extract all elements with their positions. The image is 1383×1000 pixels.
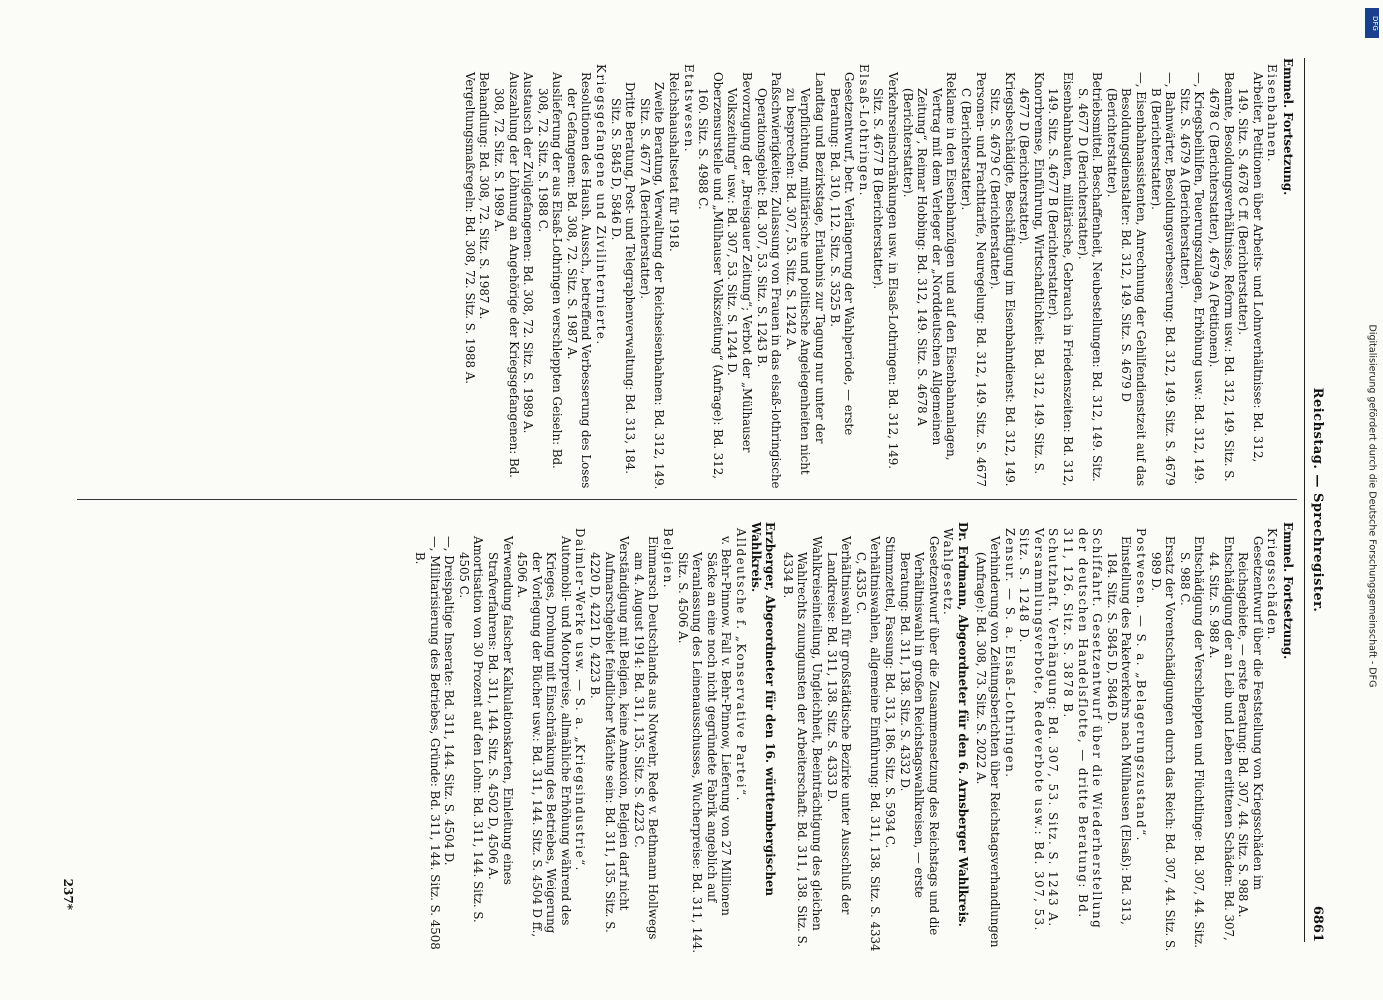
index-entry: Landtag und Bezirkstage, Erlaubnis zur Tagung nur unter der Verpflichtung, militärische und politische Angelegenheiten nicht zu besprechen: Bd. 307, 53. Sitz. S. 1242 A. xyxy=(783,72,827,475)
index-entry: Behandlung: Bd. 308, 72. Sitz. S. 1987 A. xyxy=(477,72,492,320)
index-entry: —, Kriegsbeihilfen, Teuerungszulagen, Erhöhung usw.: Bd. 312, 149. Sitz. S. 4679 A (Berichterstatter). xyxy=(1177,72,1207,485)
index-entry: Auslieferung der aus Elsaß-Lothringen verschleppten Geiseln: Bd. 308, 72. Sitz. S. 1988 C. xyxy=(535,72,565,469)
dfg-logo: DFG xyxy=(1365,8,1379,38)
page-header xyxy=(1304,58,1325,942)
index-entry: Verhinderung von Zeitungsberichten über Reichstagsverhandlungen (Anfrage): Bd. 308, 73. Sitz. S. 2022 A. xyxy=(973,536,1003,948)
index-entry: —, Eisenbahnassistenten, Anrechnung der Gehilfendienstzeit auf das Besoldungsdienstalter: Bd. 312, 149. Sitz. S. 4679 D (Berichterstatter). xyxy=(1104,72,1149,487)
index-entry: Automobil- und Motorpreise, allmähliche Erhöhung während des Krieges, Drohung mit Einschränkung des Betriebes, Weigerung der Vorlegung der Bücher usw.: Bd. 311, 144. Sitz. S. 4504 D ff., 4506 A. xyxy=(515,536,573,938)
subject-heading: Elsaß-Lothringen. xyxy=(856,64,871,198)
rotated-register-page xyxy=(41,30,1341,970)
column-heading: Emmel. Fortsetzung. xyxy=(1281,522,1295,660)
index-entry: Verhältniswahlen, allgemeine Einführung: Bd. 311, 138. Sitz. S. 4334 C, 4335 C. xyxy=(853,536,883,952)
subject-heading: Daimler-Werke usw. — S. a. „Kriegsindustrie“. xyxy=(573,528,588,872)
index-entry: Entschädigung der Verschleppten und Flüchtlinge: Bd. 307, 44. Sitz. S. 988 C. xyxy=(1177,536,1207,948)
page-number: 6861 xyxy=(1310,905,1325,942)
index-entry: Entschädigung der an Leib und Leben erlittenen Schäden: Bd. 307, 44. Sitz. S. 988 A. xyxy=(1207,536,1236,941)
subject-heading: Etatswesen. xyxy=(681,64,696,154)
index-entry: Beamte, Besoldungsverhältnisse, Reform usw.: Bd. 312, 149. Sitz. S. 4678 C (Berichterstatter), 4679 A (Petitionen). xyxy=(1207,72,1236,482)
index-entry: —, Militarisierung des Betriebes, Gründe: Bd. 311, 144. Sitz. S. 4508 B. xyxy=(412,536,442,950)
index-entry: —, Bahnwärter, Besoldungsverbesserung: Bd. 312, 149. Sitz. S. 4679 B (Berichterstatter). xyxy=(1148,72,1178,486)
subject-heading: Postwesen. — S. a. „Belagerungszustand“. xyxy=(1134,528,1149,842)
column-divider xyxy=(77,499,1297,500)
signature-mark: 237* xyxy=(61,878,75,910)
index-entry: Austausch der Zivilgefangenen: Bd. 308, 72. Sitz. S. 1989 A. xyxy=(521,72,536,434)
index-entry: Amortisation von 30 Prozent auf den Lohn: Bd. 311, 144. Sitz. S. 4505 C. xyxy=(456,536,486,923)
index-entry: Verhältniswahl für großstädtische Bezirke unter Ausschluß der Landkreise: Bd. 311, 138. Sitz. S. 4333 D. xyxy=(824,536,854,915)
subject-heading: Kriegsgefangene und Zivilinternierte. xyxy=(594,64,609,346)
index-entry: Ersatz der Vorentschädigungen durch das Reich: Bd. 307, 44. Sitz. S. 989 D. xyxy=(1148,536,1178,952)
speaker-heading: Erzberger, Abgeordneter für den 16. württembergischen Wahlkreis. xyxy=(748,522,778,897)
subject-heading: Eisenbahnen. xyxy=(1265,64,1280,164)
subject-heading: Belgien. xyxy=(661,528,676,590)
index-entry: Stimmzettel, Fassung: Bd. 313, 186. Sitz. S. 5934 C. xyxy=(882,536,897,849)
index-entry: Personen- und Frachttarife, Neuregelung: Bd. 312, 149. Sitz. S. 4677 C (Berichterstatter). xyxy=(958,72,988,487)
index-entry: Verkehrseinschränkungen usw. in Elsaß-Lothringen: Bd. 312, 149. Sitz. S. 4677 B (Berichterstatter). xyxy=(871,72,900,470)
subject-heading: Schutzhaft. Verhängung: Bd. 307, 53. Sitz. S. 1243 A. xyxy=(1046,528,1061,928)
index-entry: Vergeltungsmaßregeln: Bd. 308, 72. Sitz. S. 1988 A. xyxy=(462,72,477,385)
index-subentry: Zweite Beratung, Verwaltung der Reichseisenbahnen: Bd. 312, 149. Sitz. S. 4677 A (Berichterstatter). xyxy=(637,82,667,490)
index-entry: Kriegsbeschädigte, Beschäftigung im Eisenbahndienst: Bd. 312, 149. Sitz. S. 4679 C (Berichterstatter). xyxy=(988,72,1017,487)
index-entry: Oberzensurstelle und „Mülhauser Volkszeitung“ (Anfrage): Bd. 312, 160. Sitz. S. 4988 C. xyxy=(696,72,725,480)
subject-heading: Schiffahrt. Gesetzentwurf über die Wiederherstellung der deutschen Handelsflotte, — dritte Beratung: Bd. 311, 126. Sitz. S. 3878 B. xyxy=(1061,528,1105,930)
subject-heading: Wahlgesetz. xyxy=(941,528,956,617)
index-entry: Auszahlung der Löhnung an Angehörige der Kriegsgefangenen: Bd. 308, 72. Sitz. S. 1989 A. xyxy=(491,72,521,478)
subject-heading: Kriegsschäden. xyxy=(1265,528,1280,641)
left-column xyxy=(462,58,1295,490)
index-entry: Reichshaushaltsetat für 1918. xyxy=(667,72,682,252)
index-entry: Betriebsmittel. Beschaffenheit, Neubestellungen: Bd. 312, 149. Sitz. S. 4677 D (Berichterstatter). xyxy=(1075,72,1105,482)
index-entry: Verwendung falscher Kalkulationskarten, Einleitung eines Strafverfahrens: Bd. 311, 144. Sitz. S. 4502 D, 4506 A. xyxy=(485,536,515,885)
index-entry: Verständigung mit Belgien, keine Annexion, Belgien darf nicht Aufmarschgebiet feindlicher Mächte sein: Bd. 311, 135. Sitz. S. 4220 D, 4221 D, 4223 B. xyxy=(588,536,632,933)
index-entry: Gesetzentwurf, betr. Verlängerung der Wahlperiode, — erste Beratung: Bd. 310, 112. Sitz. S. 3525 B. xyxy=(827,72,857,436)
index-entry: Paßschwierigkeiten; Zulassung von Frauen in das elsaß-lothringische Operationsgebiet: Bd. 307, 53. Sitz. S. 1243 B. xyxy=(754,72,784,489)
subject-heading: Zensur. — S. a. Elsaß-Lothringen. xyxy=(1002,528,1017,779)
index-entry: Einmarsch Deutschlands aus Notwehr, Rede v. Bethmann Hollwegs am 4. August 1914: Bd. 311, 135. Sitz. S. 4223 C. xyxy=(631,536,661,940)
index-subentry: Dritte Beratung, Post- und Telegraphenverwaltung: Bd. 313, 184. Sitz. S. 5845 D, 5846 D. xyxy=(608,82,638,475)
running-title: Reichstag. — Sprechregister. xyxy=(1310,387,1325,613)
index-entry: v. Behr-Pinnow. Fall v. Behr-Pinnow, Lieferung von 27 Millionen Säcke an eine noch nicht gegründete Fabrik angeblich auf Veranlassung des Leinenausschusses, Wucherpreise: Bd. 311, 144. Sitz. S. 4506 A. xyxy=(675,536,734,954)
index-entry: Wahlkreiseinteilung, Ungleichheit, Beeinträchtigung des gleichen Wahlrechts zuungunsten der Arbeiterschaft: Bd. 311, 138. Sitz. S. 4334 B. xyxy=(780,536,824,948)
index-entry: —, Dreispaltige Inserate: Bd. 311, 144. Sitz. S. 4504 D. xyxy=(442,536,457,866)
speaker-heading: Dr. Erdmann, Abgeordneter für den 6. Arnsberger Wahlkreis. xyxy=(955,522,970,927)
index-entry: Eisenbahnbauten, militärische, Gebrauch in Friedenszeiten: Bd. 312, 149. Sitz. S. 4677 B (Berichterstatter). xyxy=(1046,72,1076,487)
index-entry: Knorrbremse, Einführung, Wirtschaftlichkeit: Bd. 312, 149. Sitz. S. 4677 D (Berichterstatter). xyxy=(1017,72,1046,475)
index-entry: Reklame in den Eisenbahnzügen und auf den Eisenbahnanlagen, Vertrag mit dem Verleger der „Norddeutschen Allgemeinen Zeitung“, Reimar Hobbing: Bd. 312, 149. Sitz. S. 4678 A (Berichterstatter). xyxy=(900,72,959,461)
digitization-credit xyxy=(1367,16,1377,996)
index-entry: Bevorzugung der „Breisgauer Zeitung“; Verbot der „Mülhauser Volkszeitung“ usw.: Bd. 307, 53. Sitz. S. 1244 D. xyxy=(725,72,755,453)
subject-heading: Versammlungsverbote, Redeverbote usw.: Bd. 307, 53. Sitz. S. 1248 D. xyxy=(1017,528,1046,932)
column-heading: Emmel. Fortsetzung. xyxy=(1281,58,1295,196)
index-entry: Gesetzentwurf über die Feststellung von Kriegsschäden im Reichsgebiete, — erste Beratung: Bd. 307, 44. Sitz. S. 988 A. xyxy=(1236,536,1265,918)
index-entry: Arbeiter, Petitionen über Arbeits- und Lohnverhältnisse: Bd. 312, 149. Sitz. S. 4678 C ff. (Berichterstatter). xyxy=(1236,72,1265,463)
right-column xyxy=(412,522,1295,954)
subject-heading: Alldeutsche f. „Konservative Partei“. xyxy=(734,528,749,802)
index-entry: Gesetzentwurf über die Zusammensetzung des Reichstags und die Verhältniswahl in großen Reichstagswahlkreisen, — erste Beratung: Bd. 311, 138. Sitz. S. 4332 D. xyxy=(897,536,941,936)
index-entry: Einstellung des Paketverkehrs nach Mülhausen (Elsaß): Bd. 313, 184. Sitz. S. 5845 D, 5846 D. xyxy=(1104,536,1134,925)
credit-text: Digitalisierung gefördert durch die Deutsche Forschungsgemeinschaft - DFG xyxy=(1366,324,1378,688)
index-entry: Resolutionen des Haush. Aussch., betreffend Verbesserung des Loses der Gefangenen: Bd. 308, 72. Sitz. S. 1987 A. xyxy=(564,72,594,489)
